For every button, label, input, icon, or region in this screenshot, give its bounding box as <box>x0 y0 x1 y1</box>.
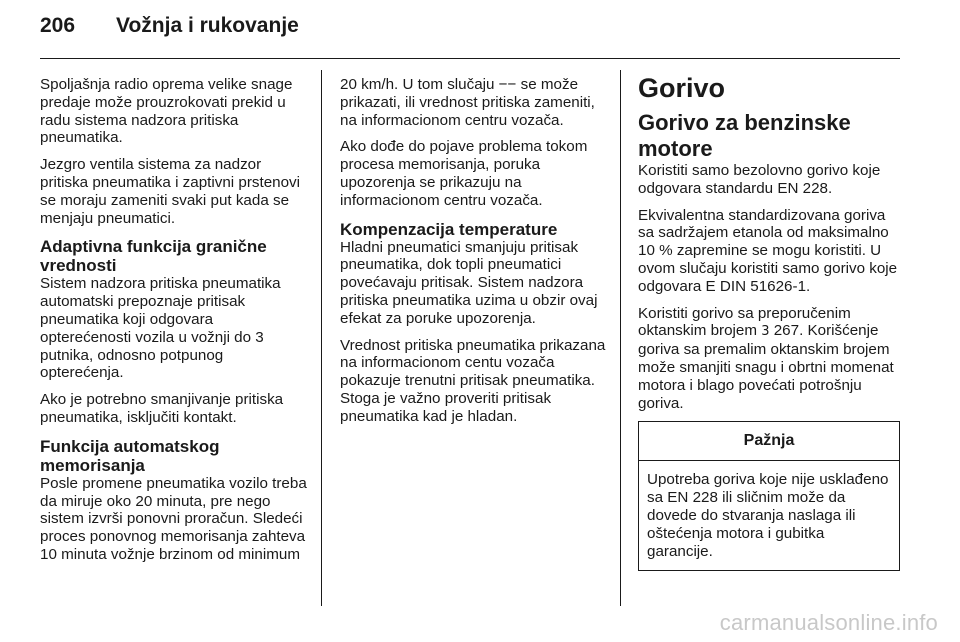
paragraph: Ekvivalentna standardizovana goriva sa sadržajem etanola od maksimalno 10 % zapremine se mogu koristiti. U ovom slučaju koristiti samo gorivo koje odgovara E DIN 51626-1. <box>638 206 898 295</box>
heading-adaptive-limit: Adaptivna funkcija granične vrednosti <box>40 237 267 276</box>
paragraph: Jezgro ventila sistema za nadzor pritiska pneumatika i zaptivni prstenovi se moraju zameniti svaki put kada se menjaju pneumatici. <box>40 156 300 227</box>
heading-temperature-compensation: Kompenzacija temperature <box>340 219 558 239</box>
header-divider <box>40 58 900 59</box>
paragraph: Ako dođe do pojave problema tokom procesa memorisanja, poruka upozorenja se prikazuju na informacionom centru vozača. <box>340 138 588 209</box>
paragraph: Sistem nadzora pritiska pneumatika automatski prepoznaje pritisak pneumatika koji odgovara opterećenosti vozila u vožnji do 3 putnika, odnosno potpunog opterećenja. <box>40 275 281 382</box>
heading-auto-memorize: Funkcija automatskog memorisanja <box>40 436 220 475</box>
warning-box <box>638 421 900 571</box>
paragraph-octane <box>638 305 900 413</box>
column-divider-1 <box>321 70 322 606</box>
paragraph: Spoljašnja radio oprema velike snage predaje može prouzrokovati prekid u radu sistema nadzora pritiska pneumatika. <box>40 76 293 147</box>
paragraph: 20 km/h. U tom slučaju −− se može prikazati, ili vrednost pritiska zameniti, na informacionom centru vozača. <box>340 76 595 129</box>
page-reference-icon[interactable]: 3 <box>761 324 770 340</box>
section-title: Vožnja i rukovanje <box>116 14 299 37</box>
paragraph-text: 267. Korišćenje goriva sa premalim oktanskim brojem može smanjiti snagu i obrtni momenat motora i blago povećati potrošnju goriva. <box>638 322 894 412</box>
column-2 <box>340 76 608 435</box>
column-1 <box>40 76 308 573</box>
paragraph: Koristiti samo bezolovno gorivo koje odgovara standardu EN 228. <box>638 162 881 197</box>
warning-text: Upotreba goriva koje nije usklađeno sa EN 228 ili sličnim može da dovede do stvaranja naslaga ili oštećenja motora i gubitka garancije. <box>647 471 889 560</box>
paragraph-text: Koristiti gorivo sa preporučenim oktanskim brojem <box>638 304 851 340</box>
heading-fuel: Gorivo <box>638 73 726 103</box>
warning-title: Pažnja <box>743 432 795 450</box>
paragraph: Ako je potrebno smanjivanje pritiska pneumatika, isključiti kontakt. <box>40 391 284 426</box>
paragraph: Posle promene pneumatika vozilo treba da miruje oko 20 minuta, pre nego sistem izvrši ponovni proračun. Sledeći proces ponovnog memorisanja zahteva 10 minuta vožnje brzinom od minimum <box>40 474 307 563</box>
watermark: carmanualsonline.info <box>719 610 938 635</box>
page-number: 206 <box>40 14 76 37</box>
column-divider-2 <box>620 70 621 606</box>
heading-petrol-engines: Gorivo za benzinske motore <box>638 110 851 161</box>
column-3 <box>638 72 900 571</box>
page-header <box>40 14 299 48</box>
paragraph: Hladni pneumatici smanjuju pritisak pneumatika, dok topli pneumatici povećavaju pritisak. Sistem nadzora pritiska pneumatika uzima u obzir ovaj efekat za poruke upozorenja. <box>340 238 598 327</box>
paragraph: Vrednost pritiska pneumatika prikazana na informacionom centu vozača pokazuje trenutni pritisak pneumatika. Stoga je važno proveriti pritisak pneumatika kad je hladan. <box>340 336 606 425</box>
